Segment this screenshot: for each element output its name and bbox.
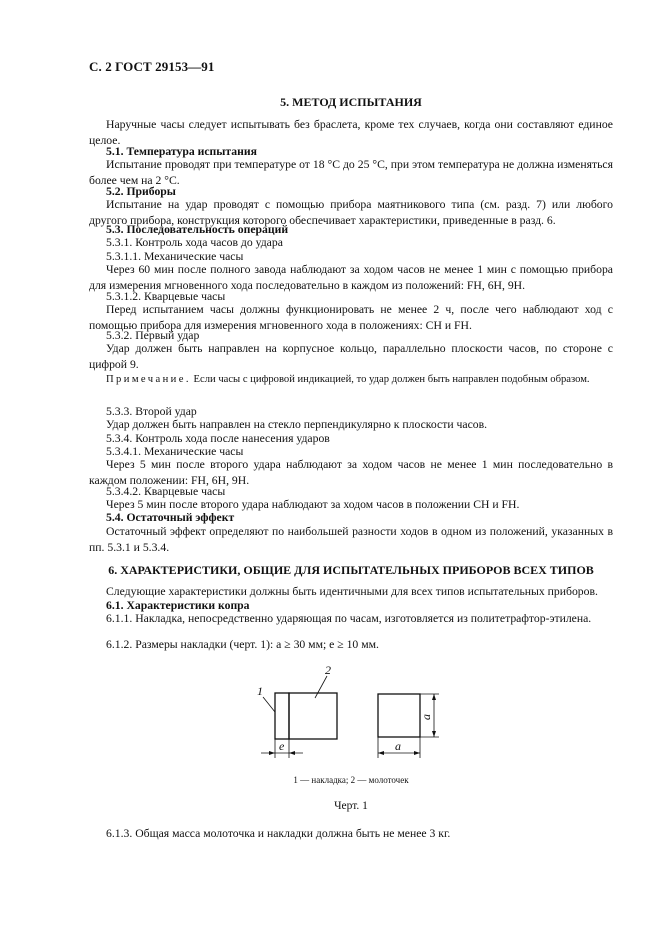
section-5-title: 5. МЕТОД ИСПЫТАНИЯ — [280, 95, 422, 109]
s531: 5.3.1. Контроль хода часов до удара — [106, 236, 283, 249]
s5342-text: Через 5 мин после второго удара наблюдают за ходом часов в положении CH и FH. — [106, 498, 520, 511]
s533: 5.3.3. Второй удар — [106, 405, 197, 418]
fig-label-a-bottom: a — [395, 739, 401, 753]
square-rect — [378, 694, 420, 737]
s534: 5.3.4. Контроль хода после нанесения ударов — [106, 432, 330, 445]
figure-1-drawing — [89, 650, 613, 770]
note-text: Если часы с цифровой индикацией, то удар должен быть направлен подобным образом. — [190, 374, 590, 385]
s5341: 5.3.4.1. Механические часы — [106, 445, 244, 458]
page-header: С. 2 ГОСТ 29153—91 — [89, 59, 215, 74]
s5311: 5.3.1.1. Механические часы — [106, 250, 244, 263]
figure-caption: 1 — накладка; 2 — молоточек — [293, 775, 409, 785]
s613: 6.1.3. Общая масса молоточка и накладки должна быть не менее 3 кг. — [106, 827, 451, 840]
fig-label-a-side: a — [419, 714, 433, 720]
s51-text: Испытание проводят при температуре от 18 °С до 25 °С, при этом температура не должна изменяться более чем на 2 °С. — [89, 158, 613, 187]
s53-title: 5.3. Последовательность операций — [106, 223, 289, 236]
hammer-rect — [289, 693, 337, 739]
s54-title: 5.4. Остаточный эффект — [106, 511, 235, 524]
s52-title: 5.2. Приборы — [106, 185, 176, 198]
section-6-title: 6. ХАРАКТЕРИСТИКИ, ОБЩИЕ ДЛЯ ИСПЫТАТЕЛЬНЫХ ПРИБОРОВ ВСЕХ ТИПОВ — [108, 563, 594, 577]
fig-label-1: 1 — [257, 684, 263, 698]
section-6-intro: Следующие характеристики должны быть идентичными для всех типов испытательных приборов. — [106, 585, 598, 598]
leader-2 — [315, 676, 327, 698]
section-5-intro: Наручные часы следует испытывать без браслета, кроме тех случаев, когда они составляют единое целое. — [89, 118, 613, 147]
s51-title: 5.1. Температура испытания — [106, 145, 257, 158]
leader-1 — [263, 697, 275, 712]
s532-text: Удар должен быть направлен на корпусное кольцо, параллельно плоскости часов, по стороне с цифрой 9. — [89, 342, 613, 371]
s612: 6.1.2. Размеры накладки (черт. 1): a ≥ 30 мм; e ≥ 10 мм. — [106, 638, 379, 651]
fig-label-e: e — [279, 739, 285, 753]
s52-text: Испытание на удар проводят с помощью прибора маятникового типа (см. разд. 7) или любого другого прибора, конструкция которого обеспечивает характеристики, приведенные в разд. 6. — [89, 198, 613, 227]
s532: 5.3.2. Первый удар — [106, 329, 200, 342]
pad-rect — [275, 693, 289, 739]
fig-label-2: 2 — [325, 663, 331, 677]
figure-title: Черт. 1 — [334, 800, 368, 812]
s5341-text: Через 5 мин после второго удара наблюдают за ходом часов не менее 1 мин последовательно в каждом положении: FH, 6H, 9H. — [89, 458, 613, 487]
s533-text: Удар должен быть направлен на стекло перпендикулярно к плоскости часов. — [106, 418, 488, 431]
s54-text: Остаточный эффект определяют по наибольшей разности ходов в одном из положений, указанных в пп. 5.3.1 и 5.3.4. — [89, 525, 613, 554]
s5342: 5.3.4.2. Кварцевые часы — [106, 485, 226, 498]
note-label: Примечание. — [106, 374, 191, 385]
s611: 6.1.1. Накладка, непосредственно ударяющая по часам, изготовляется из политетрафтор-этилена. — [106, 612, 592, 625]
s5311-text: Через 60 мин после полного завода наблюдают за ходом часов не менее 1 мин с помощью прибора для измерения мгновенного хода последовательно в каждом из положений: FH, 6H, 9H. — [89, 263, 613, 292]
note — [89, 372, 613, 387]
s61-title: 6.1. Характеристики копра — [106, 599, 250, 612]
s5312-text: Перед испытанием часы должны функционировать не менее 2 ч, после чего наблюдают ход с помощью прибора для измерения мгновенного хода в положениях: CH и FH. — [89, 303, 613, 332]
s5312: 5.3.1.2. Кварцевые часы — [106, 290, 226, 303]
